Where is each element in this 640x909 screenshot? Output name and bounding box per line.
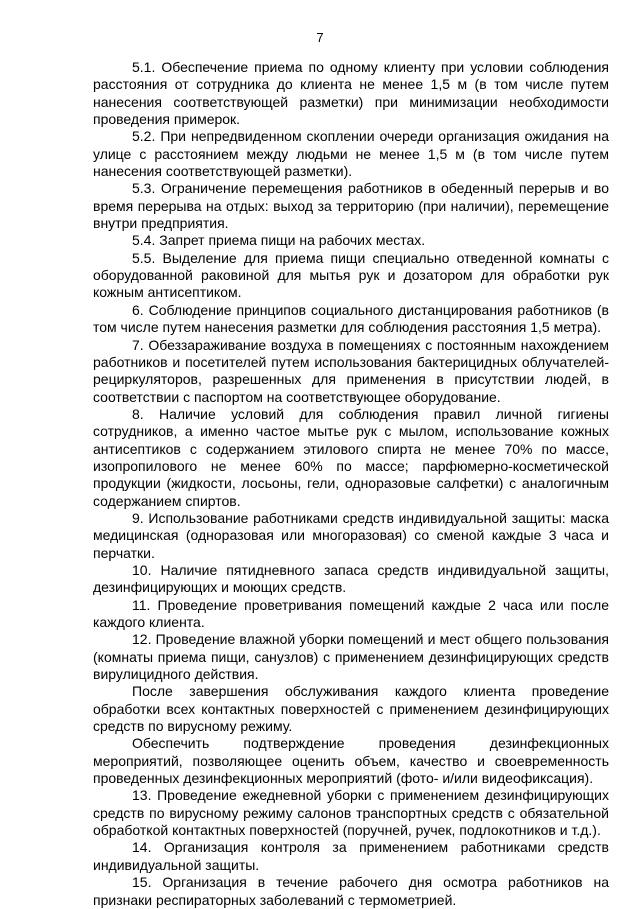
paragraph-8: 8. Наличие условий для соблюдения правил личной гигиены сотрудников, а именно частое мытье рук с мылом, использование кожных антисептиков с содержанием этилового спирта не менее 70% по массе, изопропилового не менее 60% по массе; парфюмерно-косметической продукции (жидкости, лосьоны, гели, одноразовые салфетки) с аналогичным содержанием спиртов. <box>93 405 609 509</box>
paragraph-15: 15. Организация в течение рабочего дня осмотра работников на признаки респираторных заболеваний с термометрией. <box>93 874 609 908</box>
paragraph-12-confirmation: Обеспечить подтверждение проведения дезинфекционных мероприятий, позволяющее оценить объем, качество и своевременность проведенных дезинфекционных мероприятий (фото- и/или видеофиксация). <box>93 735 609 787</box>
paragraph-11: 11. Проведение проветривания помещений каждые 2 часа или после каждого клиента. <box>93 596 609 630</box>
document-body <box>93 59 609 909</box>
paragraph-5-3: 5.3. Ограничение перемещения работников в обеденный перерыв и во время перерыва на отдых: выход за территорию (при наличии), перемещение внутри предприятия. <box>93 180 609 232</box>
paragraph-5-5: 5.5. Выделение для приема пищи специально отведенной комнаты с оборудованной раковиной для мытья рук и дозатором для обработки рук кожным антисептиком. <box>93 249 609 301</box>
page-number: 7 <box>316 30 324 45</box>
paragraph-13: 13. Проведение ежедневной уборки с применением дезинфицирующих средств по вирусному режиму салонов транспортных средств с обязательной обработкой контактных поверхностей (поручней, ручек, подлокотников и т.д.). <box>93 787 609 839</box>
paragraph-5-1: 5.1. Обеспечение приема по одному клиенту при условии соблюдения расстояния от сотрудника до клиента не менее 1,5 м (в том числе путем нанесения соответствующей разметки) при минимизации необходимости проведения примерок. <box>93 59 609 128</box>
paragraph-14: 14. Организация контроля за применением работниками средств индивидуальной защиты. <box>93 839 609 873</box>
paragraph-10: 10. Наличие пятидневного запаса средств индивидуальной защиты, дезинфицирующих и моющих средств. <box>93 561 609 596</box>
paragraph-12-after-service: После завершения обслуживания каждого клиента проведение обработки всех контактных поверхностей с применением дезинфицирующих средств по вирусному режиму. <box>93 683 609 735</box>
paragraph-6: 6. Соблюдение принципов социального дистанцирования работников (в том числе путем нанесения разметки для соблюдения расстояния 1,5 метра). <box>93 301 609 336</box>
paragraph-9: 9. Использование работниками средств индивидуальной защиты: маска медицинская (одноразовая или многоразовая) со сменой каждые 3 часа и перчатки. <box>93 509 609 561</box>
paragraph-5-4: 5.4. Запрет приема пищи на рабочих местах. <box>132 232 426 249</box>
paragraph-7: 7. Обеззараживание воздуха в помещениях с постоянным нахождением работников и посетителей путем использования бактерицидных облучателей-рециркуляторов, разрешенных для применения в присутствии людей, в соответствии с паспортом на соответствующее оборудование. <box>93 336 609 405</box>
paragraph-5-2: 5.2. При непредвиденном скоплении очереди организация ожидания на улице с расстоянием между людьми не менее 1,5 м (в том числе путем нанесения соответствующей разметки). <box>93 128 609 180</box>
paragraph-12: 12. Проведение влажной уборки помещений и мест общего пользования (комнаты приема пищи, санузлов) с применением дезинфицирующих средств вирулицидного действия. <box>93 631 609 683</box>
